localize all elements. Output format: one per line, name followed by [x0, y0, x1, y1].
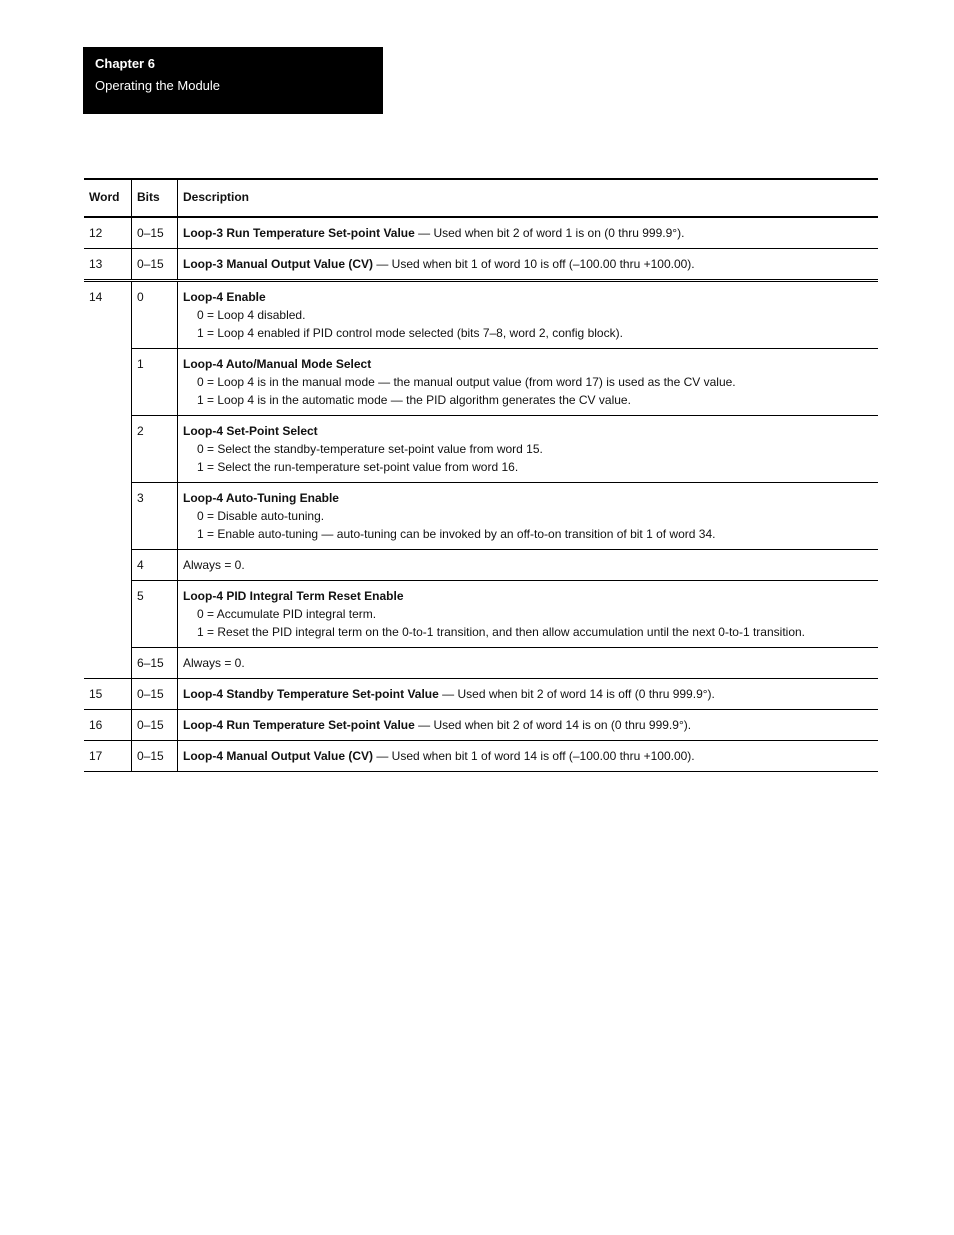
description-cell	[178, 710, 879, 741]
chapter-number: Chapter 6	[95, 56, 155, 71]
word-cell: 17	[84, 741, 132, 772]
option-text: 1 = Enable auto-tuning — auto-tuning can be invoked by an off-to-on transition of bit 1 of word 34.	[197, 527, 716, 541]
word-cell: 14	[84, 281, 132, 679]
description-cell: Always = 0.	[178, 648, 879, 679]
field-text: — Used when bit 2 of word 14 is on (0 thru 999.9°).	[414, 718, 692, 732]
table-row	[84, 249, 878, 281]
bits-cell: 5	[132, 581, 178, 648]
option-text: 1 = Select the run-temperature set-point value from word 16.	[197, 460, 519, 474]
field-text: — Used when bit 1 of word 10 is off (–100.00 thru +100.00).	[373, 257, 695, 271]
table-header-row	[84, 179, 878, 217]
word-cell: 12	[84, 217, 132, 249]
option-text: 0 = Disable auto-tuning.	[197, 509, 325, 523]
description-cell	[178, 349, 879, 416]
field-name: Loop-4 Manual Output Value (CV)	[183, 749, 373, 763]
word-cell: 13	[84, 249, 132, 281]
header-description: Description	[178, 179, 879, 217]
bits-cell: 1	[132, 349, 178, 416]
table-row	[84, 416, 878, 483]
option-text: 0 = Loop 4 disabled.	[197, 308, 306, 322]
field-text: — Used when bit 2 of word 1 is on (0 thru 999.9°).	[414, 226, 685, 240]
description-cell	[178, 249, 879, 281]
bits-cell: 0	[132, 281, 178, 349]
field-name: Loop-4 Run Temperature Set-point Value	[183, 718, 415, 732]
field-text: — Used when bit 2 of word 14 is off (0 thru 999.9°).	[438, 687, 715, 701]
field-name: Loop-3 Manual Output Value (CV)	[183, 257, 373, 271]
description-cell	[178, 416, 879, 483]
table-row	[84, 581, 878, 648]
header-bits: Bits	[132, 179, 178, 217]
chapter-header	[83, 47, 383, 114]
table-row	[84, 281, 878, 349]
field-name: Loop-4 Auto-Tuning Enable	[183, 491, 339, 505]
word-cell: 16	[84, 710, 132, 741]
description-cell	[178, 679, 879, 710]
bits-cell: 0–15	[132, 741, 178, 772]
option-text: 0 = Loop 4 is in the manual mode — the manual output value (from word 17) is used as the CV value.	[197, 375, 736, 389]
bits-cell: 4	[132, 550, 178, 581]
description-cell	[178, 581, 879, 648]
table-row	[84, 679, 878, 710]
option-text: 1 = Loop 4 is in the automatic mode — the PID algorithm generates the CV value.	[197, 393, 631, 407]
bits-cell: 0–15	[132, 679, 178, 710]
bits-cell: 2	[132, 416, 178, 483]
field-name: Loop-4 Enable	[183, 290, 266, 304]
table-row	[84, 648, 878, 679]
field-name: Loop-4 Auto/Manual Mode Select	[183, 357, 372, 371]
description-cell	[178, 281, 879, 349]
field-name: Loop-4 Standby Temperature Set-point Value	[183, 687, 439, 701]
field-name: Loop-4 Set-Point Select	[183, 424, 318, 438]
table-row	[84, 483, 878, 550]
description-cell: Always = 0.	[178, 550, 879, 581]
bits-cell: 0–15	[132, 249, 178, 281]
option-text: 0 = Accumulate PID integral term.	[197, 607, 377, 621]
table-row	[84, 550, 878, 581]
table-row	[84, 217, 878, 249]
register-table	[84, 178, 878, 772]
bits-cell: 3	[132, 483, 178, 550]
description-cell	[178, 217, 879, 249]
field-name: Loop-4 PID Integral Term Reset Enable	[183, 589, 404, 603]
chapter-title: Operating the Module	[95, 78, 221, 93]
bits-cell: 0–15	[132, 710, 178, 741]
option-text: 0 = Select the standby-temperature set-point value from word 15.	[197, 442, 543, 456]
option-text: 1 = Loop 4 enabled if PID control mode selected (bits 7–8, word 2, config block).	[197, 326, 623, 340]
table-row	[84, 741, 878, 772]
option-text: 1 = Reset the PID integral term on the 0-to-1 transition, and then allow accumulation until the next 0-to-1 transition.	[197, 625, 805, 639]
bits-cell: 0–15	[132, 217, 178, 249]
field-text: — Used when bit 1 of word 14 is off (–100.00 thru +100.00).	[373, 749, 695, 763]
table-row	[84, 710, 878, 741]
word-cell: 15	[84, 679, 132, 710]
field-name: Loop-3 Run Temperature Set-point Value	[183, 226, 415, 240]
header-word: Word	[84, 179, 132, 217]
description-cell	[178, 741, 879, 772]
table-row	[84, 349, 878, 416]
bits-cell: 6–15	[132, 648, 178, 679]
description-cell	[178, 483, 879, 550]
